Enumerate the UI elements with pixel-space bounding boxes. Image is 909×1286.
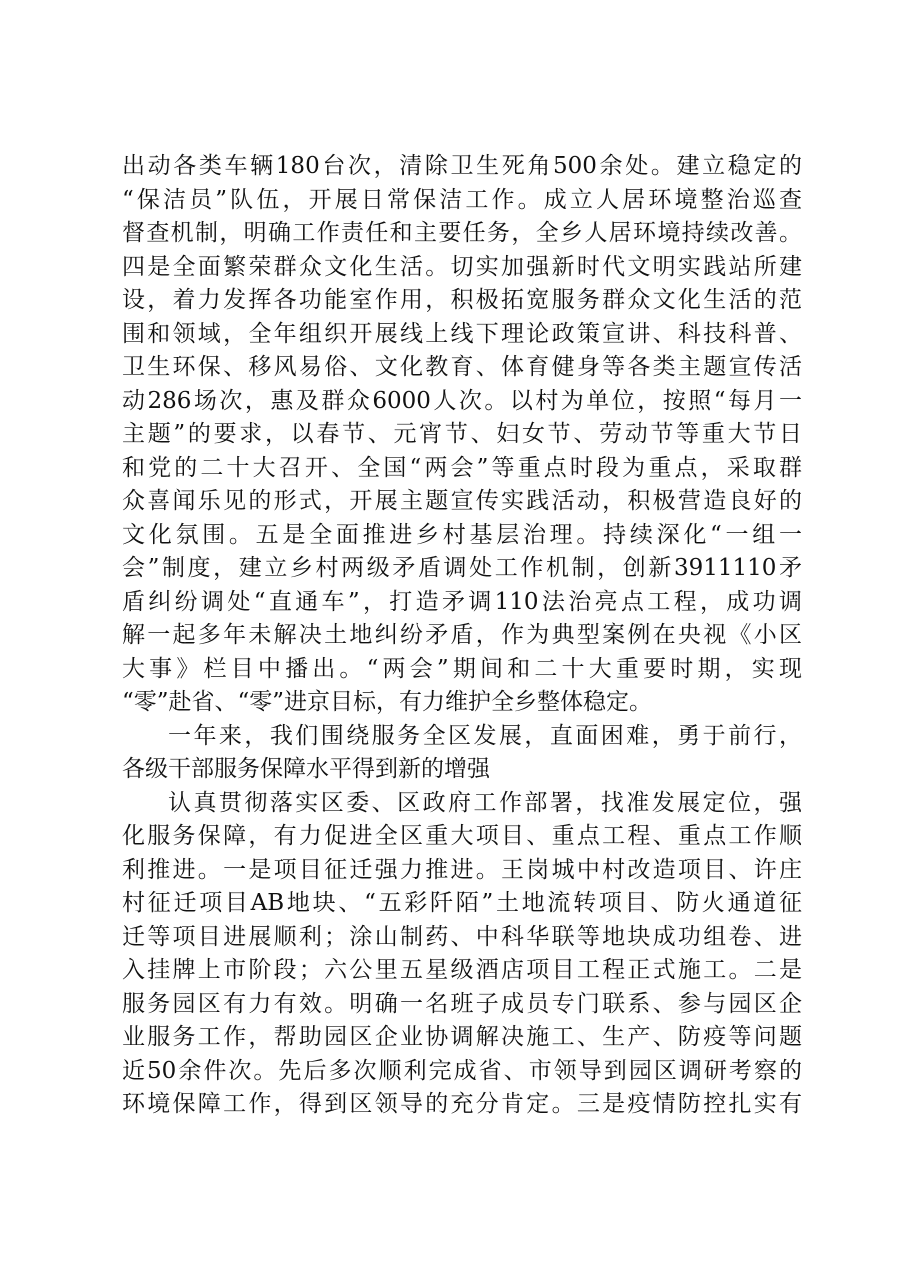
text-line: 盾纠纷调处“直通车”，打造矛调110法治亮点工程，成功调 <box>122 588 802 615</box>
text-line: 动286场次，惠及群众6000人次。以村为单位，按照“每月一 <box>122 387 802 414</box>
section-heading-line: 一年来，我们围绕服务全区发展，直面困难，勇于前行， <box>168 722 802 749</box>
text-line: 入挂牌上市阶段；六公里五星级酒店项目工程正式施工。二是 <box>122 957 802 983</box>
text-line: 近50余件次。先后多次顺利完成省、市领导到园区调研考察的 <box>122 1057 802 1084</box>
text-line: 村征迁项目AB地块、“五彩阡陌”土地流转项目、防火通道征 <box>122 890 802 916</box>
text-line: 督查机制，明确工作责任和主要任务，全乡人居环境持续改善。 <box>122 220 802 246</box>
text-line: 众喜闻乐见的形式，开展主题宣传实践活动，积极营造良好的 <box>122 488 802 514</box>
text-line: 解一起多年未解决土地纠纷矛盾，作为典型案例在央视《小区 <box>122 622 802 648</box>
text-line: 大事》栏目中播出。“两会”期间和二十大重要时期，实现 <box>122 655 802 682</box>
text-line: “零”赴省、“零”进京目标，有力维护全乡整体稳定。 <box>122 689 653 715</box>
text-line: 围和领域，全年组织开展线上线下理论政策宣讲、科技科普、 <box>122 320 802 347</box>
text-line: 文化氛围。五是全面推进乡村基层治理。持续深化“一组一 <box>122 521 802 548</box>
text-line: 服务园区有力有效。明确一名班子成员专门联系、参与园区企 <box>122 990 802 1017</box>
text-line: 卫生环保、移风易俗、文化教育、体育健身等各类主题宣传活 <box>122 354 802 380</box>
text-line: 和党的二十大召开、全国“两会”等重点时段为重点，采取群 <box>122 454 802 481</box>
text-line: 业服务工作，帮助园区企业协调解决施工、生产、防疫等问题 <box>122 1024 802 1050</box>
text-line: 主题”的要求，以春节、元宵节、妇女节、劳动节等重大节日 <box>122 421 802 447</box>
section-heading-line: 各级干部服务保障水平得到新的增强 <box>122 756 490 782</box>
text-line: 利推进。一是项目征迁强力推进。王岗城中村改造项目、许庄 <box>122 856 802 883</box>
text-line: “保洁员”队伍，开展日常保洁工作。成立人居环境整治巡查 <box>122 186 802 213</box>
text-line: 迁等项目进展顺利；涂山制药、中科华联等地块成功组卷、进 <box>122 923 802 950</box>
text-line: 会”制度，建立乡村两级矛盾调处工作机制，创新3911110矛 <box>122 555 802 581</box>
text-line: 认真贯彻落实区委、区政府工作部署，找准发展定位，强 <box>168 789 802 816</box>
text-line: 化服务保障，有力促进全区重大项目、重点工程、重点工作顺 <box>122 823 802 849</box>
text-line: 四是全面繁荣群众文化生活。切实加强新时代文明实践站所建 <box>122 253 802 280</box>
text-line: 环境保障工作，得到区领导的充分肯定。三是疫情防控扎实有 <box>122 1091 802 1117</box>
body-text <box>122 150 802 1122</box>
text-line: 设，着力发挥各功能室作用，积极拓宽服务群众文化生活的范 <box>122 287 802 313</box>
text-line: 出动各类车辆180台次，清除卫生死角500余处。建立稳定的 <box>122 153 802 179</box>
